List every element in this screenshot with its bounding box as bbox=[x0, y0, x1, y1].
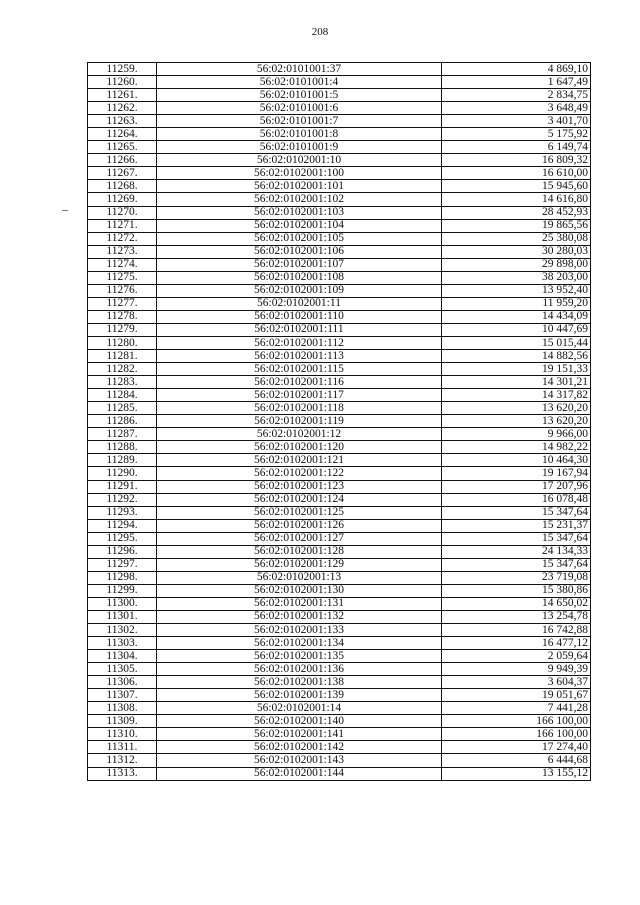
row-number-cell: 11280. bbox=[88, 336, 157, 349]
table-row bbox=[88, 597, 591, 610]
row-number-cell: 11311. bbox=[88, 741, 157, 754]
row-number-cell: 11299. bbox=[88, 584, 157, 597]
cadastral-number-cell: 56:02:0102001:120 bbox=[157, 441, 442, 454]
margin-mark bbox=[62, 210, 68, 211]
table-row bbox=[88, 271, 591, 284]
table-row bbox=[88, 663, 591, 676]
row-number-cell: 11286. bbox=[88, 415, 157, 428]
value-cell: 7 441,28 bbox=[442, 702, 591, 715]
cadastral-number-cell: 56:02:0102001:12 bbox=[157, 428, 442, 441]
row-number-cell: 11297. bbox=[88, 558, 157, 571]
cadastral-number-cell: 56:02:0101001:37 bbox=[157, 63, 442, 76]
value-cell: 9 966,00 bbox=[442, 428, 591, 441]
table-row bbox=[88, 454, 591, 467]
cadastral-number-cell: 56:02:0102001:115 bbox=[157, 363, 442, 376]
row-number-cell: 11270. bbox=[88, 206, 157, 219]
table-row bbox=[88, 715, 591, 728]
row-number-cell: 11259. bbox=[88, 63, 157, 76]
row-number-cell: 11264. bbox=[88, 128, 157, 141]
table-row bbox=[88, 376, 591, 389]
cadastral-number-cell: 56:02:0102001:129 bbox=[157, 558, 442, 571]
value-cell: 16 078,48 bbox=[442, 493, 591, 506]
cadastral-number-cell: 56:02:0102001:104 bbox=[157, 219, 442, 232]
value-cell: 14 434,09 bbox=[442, 310, 591, 323]
cadastral-number-cell: 56:02:0102001:133 bbox=[157, 624, 442, 637]
cadastral-number-cell: 56:02:0101001:4 bbox=[157, 76, 442, 89]
value-cell: 4 869,10 bbox=[442, 63, 591, 76]
table-row bbox=[88, 180, 591, 193]
table-row bbox=[88, 532, 591, 545]
table-row bbox=[88, 728, 591, 741]
row-number-cell: 11306. bbox=[88, 676, 157, 689]
value-cell: 15 015,44 bbox=[442, 336, 591, 349]
row-number-cell: 11271. bbox=[88, 219, 157, 232]
table-row bbox=[88, 767, 591, 780]
cadastral-number-cell: 56:02:0102001:10 bbox=[157, 154, 442, 167]
value-cell: 6 149,74 bbox=[442, 141, 591, 154]
row-number-cell: 11260. bbox=[88, 76, 157, 89]
row-number-cell: 11274. bbox=[88, 258, 157, 271]
row-number-cell: 11287. bbox=[88, 428, 157, 441]
row-number-cell: 11294. bbox=[88, 519, 157, 532]
row-number-cell: 11285. bbox=[88, 402, 157, 415]
value-cell: 3 604,37 bbox=[442, 676, 591, 689]
value-cell: 13 952,40 bbox=[442, 284, 591, 297]
row-number-cell: 11298. bbox=[88, 571, 157, 584]
row-number-cell: 11304. bbox=[88, 650, 157, 663]
table-row bbox=[88, 363, 591, 376]
row-number-cell: 11269. bbox=[88, 193, 157, 206]
row-number-cell: 11277. bbox=[88, 297, 157, 310]
cadastral-number-cell: 56:02:0102001:100 bbox=[157, 167, 442, 180]
value-cell: 9 949,39 bbox=[442, 663, 591, 676]
cadastral-number-cell: 56:02:0102001:122 bbox=[157, 467, 442, 480]
row-number-cell: 11272. bbox=[88, 232, 157, 245]
row-number-cell: 11300. bbox=[88, 597, 157, 610]
table-row bbox=[88, 63, 591, 76]
row-number-cell: 11275. bbox=[88, 271, 157, 284]
table-row bbox=[88, 480, 591, 493]
cadastral-number-cell: 56:02:0102001:116 bbox=[157, 376, 442, 389]
value-cell: 10 447,69 bbox=[442, 323, 591, 336]
table-row bbox=[88, 571, 591, 584]
row-number-cell: 11268. bbox=[88, 180, 157, 193]
value-cell: 10 464,30 bbox=[442, 454, 591, 467]
cadastral-number-cell: 56:02:0102001:134 bbox=[157, 637, 442, 650]
table-row bbox=[88, 415, 591, 428]
value-cell: 5 175,92 bbox=[442, 128, 591, 141]
table-row bbox=[88, 441, 591, 454]
cadastral-number-cell: 56:02:0101001:5 bbox=[157, 89, 442, 102]
cadastral-number-cell: 56:02:0102001:112 bbox=[157, 336, 442, 349]
table-row bbox=[88, 245, 591, 258]
value-cell: 28 452,93 bbox=[442, 206, 591, 219]
row-number-cell: 11267. bbox=[88, 167, 157, 180]
row-number-cell: 11262. bbox=[88, 102, 157, 115]
row-number-cell: 11289. bbox=[88, 454, 157, 467]
table-row bbox=[88, 115, 591, 128]
row-number-cell: 11309. bbox=[88, 715, 157, 728]
table-row bbox=[88, 754, 591, 767]
cadastral-number-cell: 56:02:0102001:142 bbox=[157, 741, 442, 754]
row-number-cell: 11276. bbox=[88, 284, 157, 297]
cadastral-number-cell: 56:02:0102001:131 bbox=[157, 597, 442, 610]
row-number-cell: 11281. bbox=[88, 350, 157, 363]
cadastral-number-cell: 56:02:0102001:117 bbox=[157, 389, 442, 402]
table-body bbox=[88, 63, 591, 781]
cadastral-number-cell: 56:02:0102001:143 bbox=[157, 754, 442, 767]
cadastral-number-cell: 56:02:0102001:128 bbox=[157, 545, 442, 558]
cadastral-number-cell: 56:02:0102001:123 bbox=[157, 480, 442, 493]
row-number-cell: 11307. bbox=[88, 689, 157, 702]
table-row bbox=[88, 323, 591, 336]
cadastral-number-cell: 56:02:0102001:119 bbox=[157, 415, 442, 428]
value-cell: 15 945,60 bbox=[442, 180, 591, 193]
cadastral-number-cell: 56:02:0102001:140 bbox=[157, 715, 442, 728]
cadastral-number-cell: 56:02:0102001:138 bbox=[157, 676, 442, 689]
value-cell: 17 274,40 bbox=[442, 741, 591, 754]
value-cell: 19 151,33 bbox=[442, 363, 591, 376]
table-row bbox=[88, 297, 591, 310]
value-cell: 6 444,68 bbox=[442, 754, 591, 767]
cadastral-number-cell: 56:02:0102001:139 bbox=[157, 689, 442, 702]
cadastral-number-cell: 56:02:0102001:132 bbox=[157, 610, 442, 623]
row-number-cell: 11305. bbox=[88, 663, 157, 676]
table-row bbox=[88, 128, 591, 141]
page-number: 208 bbox=[311, 26, 329, 38]
cadastral-number-cell: 56:02:0102001:144 bbox=[157, 767, 442, 780]
table-row bbox=[88, 232, 591, 245]
table-row bbox=[88, 506, 591, 519]
value-cell: 14 882,56 bbox=[442, 350, 591, 363]
value-cell: 19 051,67 bbox=[442, 689, 591, 702]
cadastral-number-cell: 56:02:0102001:124 bbox=[157, 493, 442, 506]
table-row bbox=[88, 219, 591, 232]
row-number-cell: 11282. bbox=[88, 363, 157, 376]
table-row bbox=[88, 545, 591, 558]
cadastral-number-cell: 56:02:0102001:130 bbox=[157, 584, 442, 597]
value-cell: 166 100,00 bbox=[442, 715, 591, 728]
cadastral-number-cell: 56:02:0102001:126 bbox=[157, 519, 442, 532]
value-cell: 1 647,49 bbox=[442, 76, 591, 89]
cadastral-number-cell: 56:02:0102001:14 bbox=[157, 702, 442, 715]
value-cell: 14 317,82 bbox=[442, 389, 591, 402]
cadastral-number-cell: 56:02:0102001:110 bbox=[157, 310, 442, 323]
table-row bbox=[88, 350, 591, 363]
table-row bbox=[88, 258, 591, 271]
value-cell: 30 280,03 bbox=[442, 245, 591, 258]
value-cell: 166 100,00 bbox=[442, 728, 591, 741]
row-number-cell: 11290. bbox=[88, 467, 157, 480]
cadastral-number-cell: 56:02:0101001:9 bbox=[157, 141, 442, 154]
table-row bbox=[88, 167, 591, 180]
row-number-cell: 11291. bbox=[88, 480, 157, 493]
value-cell: 16 477,12 bbox=[442, 637, 591, 650]
cadastral-number-cell: 56:02:0102001:118 bbox=[157, 402, 442, 415]
table-row bbox=[88, 558, 591, 571]
row-number-cell: 11265. bbox=[88, 141, 157, 154]
value-cell: 15 347,64 bbox=[442, 558, 591, 571]
cadastral-number-cell: 56:02:0102001:113 bbox=[157, 350, 442, 363]
row-number-cell: 11263. bbox=[88, 115, 157, 128]
cadastral-number-cell: 56:02:0102001:103 bbox=[157, 206, 442, 219]
row-number-cell: 11283. bbox=[88, 376, 157, 389]
table-row bbox=[88, 702, 591, 715]
table-row bbox=[88, 402, 591, 415]
value-cell: 17 207,96 bbox=[442, 480, 591, 493]
table-row bbox=[88, 284, 591, 297]
value-cell: 14 982,22 bbox=[442, 441, 591, 454]
row-number-cell: 11278. bbox=[88, 310, 157, 323]
value-cell: 19 167,94 bbox=[442, 467, 591, 480]
table-row bbox=[88, 102, 591, 115]
cadastral-number-cell: 56:02:0102001:106 bbox=[157, 245, 442, 258]
cadastral-number-cell: 56:02:0102001:125 bbox=[157, 506, 442, 519]
cadastral-number-cell: 56:02:0101001:8 bbox=[157, 128, 442, 141]
row-number-cell: 11288. bbox=[88, 441, 157, 454]
table-row bbox=[88, 76, 591, 89]
row-number-cell: 11261. bbox=[88, 89, 157, 102]
value-cell: 14 616,80 bbox=[442, 193, 591, 206]
cadastral-number-cell: 56:02:0101001:6 bbox=[157, 102, 442, 115]
value-cell: 13 620,20 bbox=[442, 415, 591, 428]
table-row bbox=[88, 650, 591, 663]
table-row bbox=[88, 336, 591, 349]
value-cell: 11 959,20 bbox=[442, 297, 591, 310]
value-cell: 16 610,00 bbox=[442, 167, 591, 180]
value-cell: 14 650,02 bbox=[442, 597, 591, 610]
cadastral-number-cell: 56:02:0102001:111 bbox=[157, 323, 442, 336]
value-cell: 16 809,32 bbox=[442, 154, 591, 167]
value-cell: 15 347,64 bbox=[442, 506, 591, 519]
cadastral-number-cell: 56:02:0102001:121 bbox=[157, 454, 442, 467]
table-row bbox=[88, 519, 591, 532]
row-number-cell: 11296. bbox=[88, 545, 157, 558]
cadastral-number-cell: 56:02:0102001:135 bbox=[157, 650, 442, 663]
table-row bbox=[88, 141, 591, 154]
value-cell: 15 380,86 bbox=[442, 584, 591, 597]
row-number-cell: 11310. bbox=[88, 728, 157, 741]
row-number-cell: 11284. bbox=[88, 389, 157, 402]
row-number-cell: 11303. bbox=[88, 637, 157, 650]
cadastral-number-cell: 56:02:0102001:105 bbox=[157, 232, 442, 245]
value-cell: 23 719,08 bbox=[442, 571, 591, 584]
row-number-cell: 11312. bbox=[88, 754, 157, 767]
row-number-cell: 11293. bbox=[88, 506, 157, 519]
value-cell: 16 742,88 bbox=[442, 624, 591, 637]
row-number-cell: 11301. bbox=[88, 610, 157, 623]
value-cell: 13 254,78 bbox=[442, 610, 591, 623]
cadastral-number-cell: 56:02:0102001:13 bbox=[157, 571, 442, 584]
table-row bbox=[88, 89, 591, 102]
cadastral-number-cell: 56:02:0102001:108 bbox=[157, 271, 442, 284]
cadastral-number-cell: 56:02:0102001:136 bbox=[157, 663, 442, 676]
table-row bbox=[88, 689, 591, 702]
row-number-cell: 11313. bbox=[88, 767, 157, 780]
cadastral-number-cell: 56:02:0102001:102 bbox=[157, 193, 442, 206]
cadastral-number-cell: 56:02:0102001:141 bbox=[157, 728, 442, 741]
cadastral-number-cell: 56:02:0102001:109 bbox=[157, 284, 442, 297]
table-row bbox=[88, 624, 591, 637]
row-number-cell: 11308. bbox=[88, 702, 157, 715]
table-row bbox=[88, 676, 591, 689]
table-row bbox=[88, 741, 591, 754]
table-row bbox=[88, 310, 591, 323]
table-row bbox=[88, 389, 591, 402]
table-row bbox=[88, 637, 591, 650]
table-row bbox=[88, 154, 591, 167]
table-row bbox=[88, 193, 591, 206]
value-cell: 19 865,56 bbox=[442, 219, 591, 232]
table-row bbox=[88, 493, 591, 506]
cadastral-number-cell: 56:02:0101001:7 bbox=[157, 115, 442, 128]
table-row bbox=[88, 428, 591, 441]
value-cell: 24 134,33 bbox=[442, 545, 591, 558]
value-cell: 2 059,64 bbox=[442, 650, 591, 663]
table-row bbox=[88, 610, 591, 623]
value-cell: 38 203,00 bbox=[442, 271, 591, 284]
value-cell: 3 401,70 bbox=[442, 115, 591, 128]
cadastral-number-cell: 56:02:0102001:11 bbox=[157, 297, 442, 310]
row-number-cell: 11279. bbox=[88, 323, 157, 336]
value-cell: 25 380,08 bbox=[442, 232, 591, 245]
value-cell: 29 898,00 bbox=[442, 258, 591, 271]
value-cell: 15 347,64 bbox=[442, 532, 591, 545]
value-cell: 14 301,21 bbox=[442, 376, 591, 389]
value-cell: 15 231,37 bbox=[442, 519, 591, 532]
row-number-cell: 11273. bbox=[88, 245, 157, 258]
row-number-cell: 11295. bbox=[88, 532, 157, 545]
value-cell: 3 648,49 bbox=[442, 102, 591, 115]
cadastral-number-cell: 56:02:0102001:101 bbox=[157, 180, 442, 193]
row-number-cell: 11266. bbox=[88, 154, 157, 167]
cadastral-value-table bbox=[87, 62, 591, 781]
value-cell: 13 620,20 bbox=[442, 402, 591, 415]
table-row bbox=[88, 584, 591, 597]
value-cell: 2 834,75 bbox=[442, 89, 591, 102]
cadastral-number-cell: 56:02:0102001:127 bbox=[157, 532, 442, 545]
row-number-cell: 11302. bbox=[88, 624, 157, 637]
value-cell: 13 155,12 bbox=[442, 767, 591, 780]
table-row bbox=[88, 206, 591, 219]
table-row bbox=[88, 467, 591, 480]
row-number-cell: 11292. bbox=[88, 493, 157, 506]
cadastral-number-cell: 56:02:0102001:107 bbox=[157, 258, 442, 271]
